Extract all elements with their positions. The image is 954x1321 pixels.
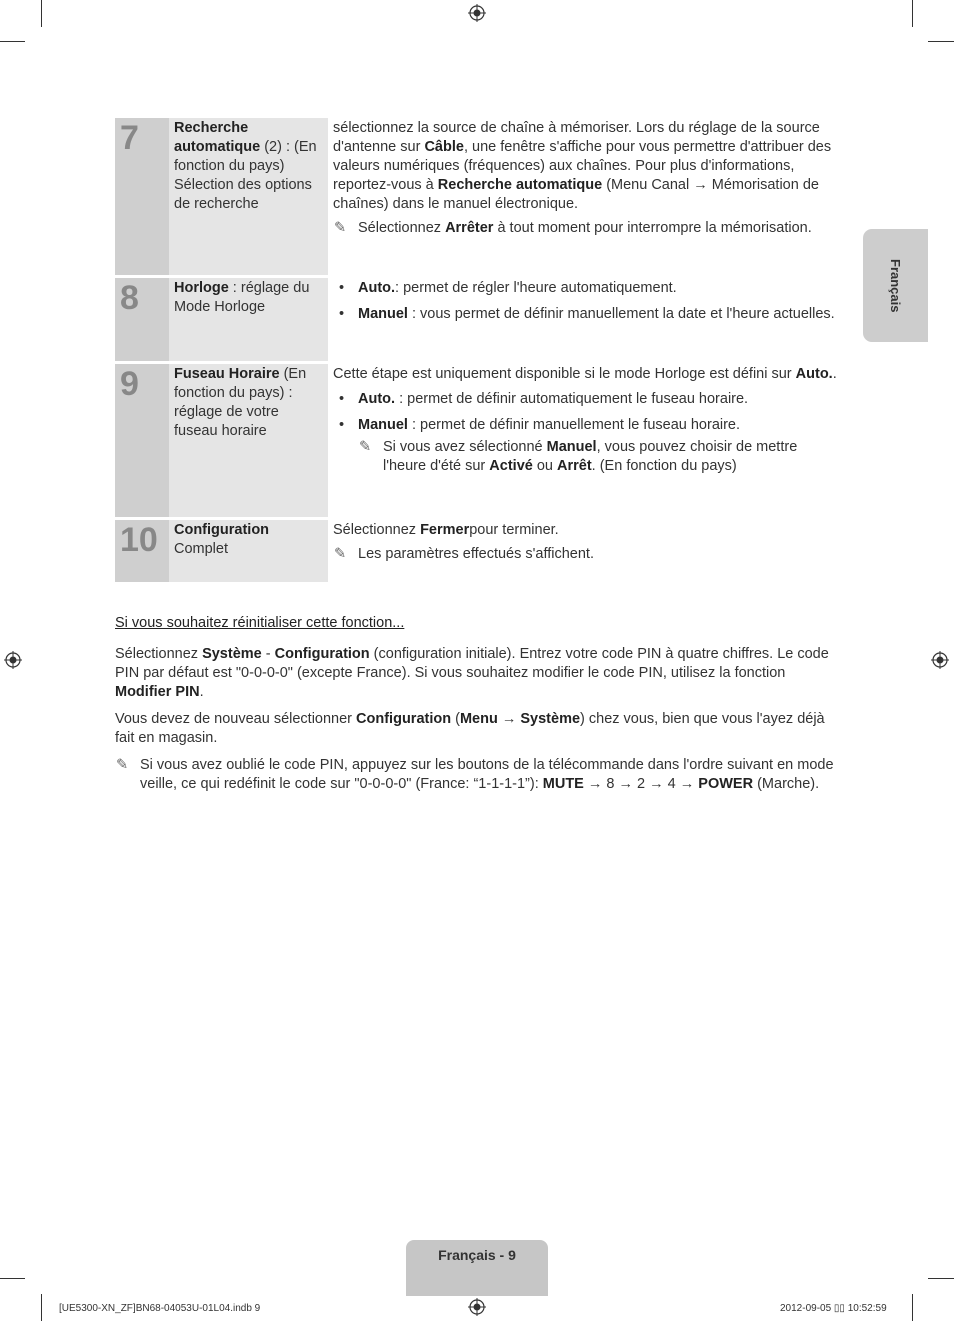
list-item xyxy=(333,305,837,324)
text-segment: ( xyxy=(451,711,460,727)
text-bold: Configuration xyxy=(356,711,452,727)
text-segment: Sélectionnez xyxy=(358,220,446,236)
language-side-tab-label: Français xyxy=(888,258,903,313)
text-bold: Modifier PIN xyxy=(115,684,200,700)
step-title-bold: Fuseau Horaire xyxy=(174,366,280,382)
text-bold: Système xyxy=(520,711,581,727)
note xyxy=(333,545,837,564)
text-segment: : permet de définir manuellement le fuseau horaire. xyxy=(407,417,741,433)
text-segment: → 8 → 2 → 4 → xyxy=(583,776,699,792)
text-segment: Sélectionnez xyxy=(115,646,203,662)
text-bold: Câble xyxy=(424,139,464,155)
text-segment: Vous devez de nouveau sélectionner xyxy=(115,711,357,727)
text-bold: Manuel xyxy=(358,417,408,433)
page-number: Français - 9 xyxy=(438,1247,516,1263)
print-file-info: [UE5300-XN_ZF]BN68-04053U-01L04.indb 9 xyxy=(59,1303,261,1314)
note xyxy=(115,756,840,794)
note-pencil-icon: ✎ xyxy=(334,546,347,562)
text-segment: , une fenêtre s'affiche pour vous permettre d'attribuer des valeurs numériques (fréquences) aux chaînes. Pour plus d'informations, reportez-vous à xyxy=(333,139,832,193)
crop-mark xyxy=(912,1294,913,1321)
registration-mark-icon xyxy=(468,4,486,22)
text-bold: Arrêter xyxy=(445,220,494,236)
text-bold: MUTE xyxy=(542,776,584,792)
note-pencil-icon: ✎ xyxy=(334,220,347,236)
text-bold: Auto. xyxy=(358,391,396,407)
text-segment: Les paramètres effectués s'affichent. xyxy=(358,546,594,562)
step-title xyxy=(169,520,328,582)
step-title xyxy=(169,118,328,275)
text-bold: Auto. xyxy=(795,366,833,382)
text-segment: Si vous avez sélectionné xyxy=(383,439,547,455)
list-item xyxy=(333,279,837,298)
text-segment: : permet de définir automatiquement le fuseau horaire. xyxy=(395,391,749,407)
step-title-bold: Recherche automatique xyxy=(174,120,261,155)
crop-mark xyxy=(928,1278,954,1279)
text-bold: Manuel xyxy=(546,439,597,455)
text-bold: Activé xyxy=(489,458,533,474)
text-segment: ou xyxy=(532,458,558,474)
note xyxy=(333,219,837,238)
text-bold: Recherche automatique xyxy=(437,177,603,193)
text-segment: (Marche). xyxy=(753,776,820,792)
crop-mark xyxy=(0,1278,25,1279)
text-segment: - xyxy=(261,646,275,662)
text-bold: Arrêt xyxy=(557,458,592,474)
text-segment: (Menu Canal → Mémorisation de chaînes) dans le manuel électronique. xyxy=(333,177,819,212)
step-title-rest: Complet xyxy=(174,541,228,557)
list-item xyxy=(333,390,837,409)
step-description xyxy=(328,278,837,361)
step-title xyxy=(169,278,328,361)
step-description xyxy=(328,118,837,275)
reset-section xyxy=(115,614,840,794)
text-bold: Fermer xyxy=(420,522,470,538)
text-bold: Manuel xyxy=(358,306,408,322)
text-bold: Auto. xyxy=(358,280,396,296)
text-bold: Système xyxy=(202,646,262,662)
text-segment: Si vous avez oublié le code PIN, appuyez sur les boutons de la télécommande dans l'ordre suivant en mode veille, ce qui redéfinit le code sur "0-0-0-0" (France: “1-1-1-1”): xyxy=(140,757,834,792)
step-title-bold: Configuration xyxy=(174,522,270,538)
note-pencil-icon: ✎ xyxy=(116,757,129,773)
page-number-tab xyxy=(406,1240,548,1296)
text-segment: à tout moment pour interrompre la mémorisation. xyxy=(493,220,812,236)
step-title-rest: (2) : (En fonction du pays) Sélection des options de recherche xyxy=(174,139,317,212)
crop-mark xyxy=(912,0,913,27)
crop-mark xyxy=(928,41,954,42)
text-segment: , vous pouvez choisir de mettre l'heure d'été sur xyxy=(383,439,798,474)
bullet-list xyxy=(333,390,837,476)
text-segment: . (En fonction du pays) xyxy=(591,458,737,474)
step-9 xyxy=(115,364,837,517)
text-segment: (configuration initiale). Entrez votre code PIN à quatre chiffres. Le code PIN par défaut est "0-0-0-0" (excepte France). Si vous souhaitez modifier le code PIN, utilisez la fonction xyxy=(115,646,829,681)
text-segment: . xyxy=(832,366,837,382)
reset-paragraph xyxy=(115,645,840,702)
print-timestamp: 2012-09-05 ▯▯ 10:52:59 xyxy=(780,1303,887,1314)
bullet-list xyxy=(333,279,837,324)
step-description xyxy=(328,520,837,582)
step-8 xyxy=(115,278,837,361)
setup-steps-table xyxy=(115,118,837,585)
text-segment: . xyxy=(199,684,204,700)
text-segment: Cette étape est uniquement disponible si le mode Horloge est défini sur xyxy=(333,366,796,382)
step-number: 8 xyxy=(115,278,169,361)
registration-mark-icon xyxy=(468,1298,486,1316)
note-pencil-icon: ✎ xyxy=(359,439,372,455)
list-item xyxy=(333,416,837,476)
text-bold: Menu xyxy=(459,711,498,727)
step-title xyxy=(169,364,328,517)
crop-mark xyxy=(41,0,42,27)
step-10 xyxy=(115,520,837,582)
text-segment: ) chez vous, bien que vous l'ayez déjà fait en magasin. xyxy=(115,711,825,746)
step-text xyxy=(333,521,837,540)
registration-mark-icon xyxy=(931,651,949,669)
step-description xyxy=(328,364,837,517)
crop-mark xyxy=(0,41,25,42)
text-segment: : vous permet de définir manuellement la date et l'heure actuelles. xyxy=(407,306,835,322)
reset-paragraph xyxy=(115,710,840,748)
text-segment: : permet de régler l'heure automatiquement. xyxy=(395,280,677,296)
step-number: 9 xyxy=(115,364,169,517)
step-number: 10 xyxy=(115,520,169,582)
language-side-tab xyxy=(863,229,928,342)
note xyxy=(358,438,837,476)
reset-heading: Si vous souhaitez réinitialiser cette fonction... xyxy=(115,615,405,631)
text-segment: sélectionnez la source de chaîne à mémoriser. Lors du réglage de la source d'antenne sur xyxy=(333,120,820,155)
step-title-rest: : réglage du Mode Horloge xyxy=(174,280,310,315)
step-number: 7 xyxy=(115,118,169,275)
step-title-rest: (En fonction du pays) : réglage de votre fuseau horaire xyxy=(174,366,307,439)
text-segment: pour terminer. xyxy=(469,522,559,538)
step-text xyxy=(333,119,837,214)
text-bold: POWER xyxy=(698,776,754,792)
crop-mark xyxy=(41,1294,42,1321)
text-bold: Configuration xyxy=(274,646,370,662)
text-segment: → xyxy=(497,711,521,727)
step-text xyxy=(333,365,837,384)
text-segment: Sélectionnez xyxy=(333,522,421,538)
step-title-bold: Horloge xyxy=(174,280,229,296)
registration-mark-icon xyxy=(4,651,22,669)
step-7 xyxy=(115,118,837,275)
